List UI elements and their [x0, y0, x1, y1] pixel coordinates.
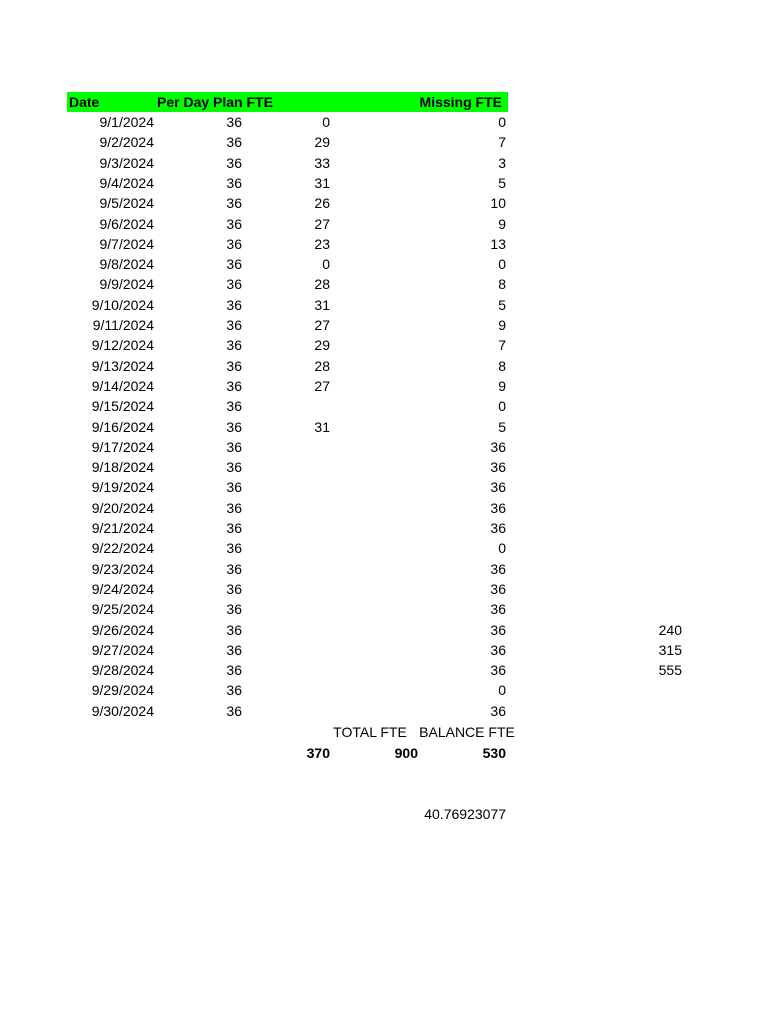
cell-plan-fte[interactable]: 36	[226, 337, 242, 354]
cell-actual-fte[interactable]	[270, 680, 330, 700]
cell-date[interactable]: 9/3/2024	[99, 154, 154, 171]
cell-actual-fte[interactable]: 28	[314, 357, 330, 374]
cell-plan-fte[interactable]: 36	[226, 682, 242, 699]
cell-date[interactable]: 9/27/2024	[91, 641, 154, 658]
cell-date[interactable]: 9/6/2024	[99, 215, 154, 232]
cell-missing-fte[interactable]: 5	[498, 296, 506, 313]
cell-date[interactable]: 9/24/2024	[91, 580, 154, 597]
cell-plan-fte[interactable]: 36	[226, 195, 242, 212]
cell-date[interactable]: 9/10/2024	[91, 296, 154, 313]
cell-missing-fte[interactable]: 36	[490, 438, 506, 455]
cell-missing-fte[interactable]: 5	[498, 418, 506, 435]
cell-plan-fte[interactable]: 36	[226, 702, 242, 719]
cell-missing-fte[interactable]: 0	[498, 114, 506, 130]
cell-actual-fte[interactable]: 23	[314, 235, 330, 252]
cell-missing-fte[interactable]: 36	[490, 459, 506, 476]
cell-date[interactable]: 9/30/2024	[91, 702, 154, 719]
cell-plan-fte[interactable]: 36	[226, 114, 242, 130]
actual-sum-value[interactable]: 370	[306, 745, 330, 761]
cell-actual-fte[interactable]: 31	[314, 296, 330, 313]
cell-missing-fte[interactable]: 0	[498, 256, 506, 273]
cell-date[interactable]: 9/11/2024	[92, 317, 154, 333]
cell-missing-fte[interactable]: 36	[490, 560, 506, 577]
cell-actual-fte[interactable]: 27	[314, 377, 330, 394]
cell-plan-fte[interactable]: 36	[226, 621, 242, 638]
cell-date[interactable]: 9/25/2024	[91, 601, 154, 618]
header-date[interactable]: Date	[69, 94, 100, 110]
cell-plan-fte[interactable]: 36	[226, 296, 242, 313]
total-fte-label[interactable]: TOTAL FTE	[333, 724, 407, 740]
cell-date[interactable]: 9/19/2024	[91, 479, 154, 496]
cell-actual-fte[interactable]: 26	[314, 195, 330, 212]
cell-missing-fte[interactable]: 0	[498, 540, 506, 557]
cell-actual-fte[interactable]	[270, 579, 330, 599]
cell-actual-fte[interactable]	[270, 599, 330, 619]
cell-actual-fte[interactable]	[270, 437, 330, 457]
cell-actual-fte[interactable]	[270, 538, 330, 558]
cell-actual-fte[interactable]	[270, 701, 330, 721]
cell-missing-fte[interactable]: 36	[490, 662, 506, 679]
cell-plan-fte[interactable]: 36	[226, 438, 242, 455]
cell-date[interactable]: 9/15/2024	[91, 398, 154, 415]
cell-actual-fte[interactable]: 27	[314, 215, 330, 232]
cell-plan-fte[interactable]: 36	[226, 459, 242, 476]
cell-actual-fte[interactable]: 29	[314, 337, 330, 354]
cell-missing-fte[interactable]: 7	[498, 134, 506, 151]
header-actual[interactable]	[270, 92, 330, 112]
cell-plan-fte[interactable]: 36	[226, 601, 242, 618]
cell-plan-fte[interactable]: 36	[226, 520, 242, 536]
cell-plan-fte[interactable]: 36	[226, 134, 242, 151]
cell-actual-fte[interactable]: 27	[314, 317, 330, 333]
cell-date[interactable]: 9/21/2024	[91, 520, 154, 536]
cell-date[interactable]: 9/17/2024	[91, 438, 154, 455]
cell-date[interactable]: 9/5/2024	[99, 195, 154, 212]
cell-date[interactable]: 9/4/2024	[99, 174, 154, 191]
cell-actual-fte[interactable]	[270, 518, 330, 538]
total-fte-value[interactable]: 900	[394, 745, 418, 761]
cell-missing-fte[interactable]: 9	[498, 317, 506, 333]
cell-plan-fte[interactable]: 36	[226, 235, 242, 252]
cell-plan-fte[interactable]: 36	[226, 418, 242, 435]
cell-missing-fte[interactable]: 13	[490, 235, 506, 252]
cell-extra[interactable]: 240	[658, 621, 682, 638]
cell-plan-fte[interactable]: 36	[226, 276, 242, 293]
cell-missing-fte[interactable]: 36	[490, 702, 506, 719]
cell-actual-fte[interactable]: 33	[314, 154, 330, 171]
cell-missing-fte[interactable]: 36	[490, 580, 506, 597]
cell-missing-fte[interactable]: 36	[490, 520, 506, 536]
cell-actual-fte[interactable]	[270, 660, 330, 680]
cell-date[interactable]: 9/18/2024	[91, 459, 154, 476]
cell-actual-fte[interactable]	[270, 477, 330, 497]
cell-date[interactable]: 9/22/2024	[91, 540, 154, 557]
cell-plan-fte[interactable]: 36	[226, 641, 242, 658]
cell-plan-fte[interactable]: 36	[226, 580, 242, 597]
cell-missing-fte[interactable]: 36	[490, 601, 506, 618]
cell-date[interactable]: 9/9/2024	[99, 276, 154, 293]
cell-actual-fte[interactable]: 0	[322, 114, 330, 130]
cell-missing-fte[interactable]: 5	[498, 174, 506, 191]
header-per-day-plan-fte[interactable]: Per Day Plan FTE	[157, 94, 273, 110]
cell-plan-fte[interactable]: 36	[226, 174, 242, 191]
cell-date[interactable]: 9/14/2024	[91, 377, 154, 394]
cell-plan-fte[interactable]: 36	[226, 662, 242, 679]
cell-actual-fte[interactable]: 29	[314, 134, 330, 151]
cell-plan-fte[interactable]: 36	[226, 499, 242, 516]
ratio-value[interactable]: 40.76923077	[424, 806, 506, 822]
cell-date[interactable]: 9/13/2024	[91, 357, 154, 374]
balance-fte-value[interactable]: 530	[482, 745, 506, 761]
cell-actual-fte[interactable]: 0	[322, 256, 330, 273]
cell-missing-fte[interactable]: 36	[490, 499, 506, 516]
cell-actual-fte[interactable]: 31	[314, 174, 330, 191]
cell-actual-fte[interactable]	[270, 396, 330, 416]
cell-plan-fte[interactable]: 36	[226, 479, 242, 496]
cell-date[interactable]: 9/1/2024	[99, 114, 154, 130]
cell-missing-fte[interactable]: 36	[490, 621, 506, 638]
cell-date[interactable]: 9/28/2024	[91, 662, 154, 679]
cell-date[interactable]: 9/12/2024	[91, 337, 154, 354]
cell-missing-fte[interactable]: 10	[490, 195, 506, 212]
cell-date[interactable]: 9/16/2024	[91, 418, 154, 435]
balance-fte-label[interactable]: BALANCE FTE	[419, 724, 515, 740]
cell-missing-fte[interactable]: 8	[498, 276, 506, 293]
cell-plan-fte[interactable]: 36	[226, 560, 242, 577]
cell-date[interactable]: 9/8/2024	[99, 256, 154, 273]
cell-plan-fte[interactable]: 36	[226, 377, 242, 394]
cell-plan-fte[interactable]: 36	[226, 540, 242, 557]
cell-extra[interactable]: 555	[658, 662, 682, 679]
cell-actual-fte[interactable]	[270, 640, 330, 660]
cell-actual-fte[interactable]: 28	[314, 276, 330, 293]
cell-date[interactable]: 9/23/2024	[91, 560, 154, 577]
cell-plan-fte[interactable]: 36	[226, 317, 242, 333]
cell-plan-fte[interactable]: 36	[226, 357, 242, 374]
cell-missing-fte[interactable]: 36	[490, 479, 506, 496]
cell-missing-fte[interactable]: 9	[498, 377, 506, 394]
cell-actual-fte[interactable]	[270, 559, 330, 579]
cell-missing-fte[interactable]: 0	[498, 398, 506, 415]
cell-plan-fte[interactable]: 36	[226, 398, 242, 415]
cell-missing-fte[interactable]: 3	[498, 154, 506, 171]
cell-plan-fte[interactable]: 36	[226, 154, 242, 171]
cell-date[interactable]: 9/2/2024	[99, 134, 154, 151]
cell-date[interactable]: 9/29/2024	[91, 682, 154, 699]
cell-actual-fte[interactable]	[270, 498, 330, 518]
cell-missing-fte[interactable]: 36	[490, 641, 506, 658]
cell-actual-fte[interactable]	[270, 457, 330, 477]
cell-extra[interactable]: 315	[658, 641, 682, 658]
cell-actual-fte[interactable]	[270, 620, 330, 640]
header-missing-fte[interactable]: Missing FTE	[419, 94, 502, 110]
cell-missing-fte[interactable]: 8	[498, 357, 506, 374]
cell-date[interactable]: 9/26/2024	[91, 621, 154, 638]
cell-missing-fte[interactable]: 0	[498, 682, 506, 699]
cell-missing-fte[interactable]: 7	[498, 337, 506, 354]
cell-plan-fte[interactable]: 36	[226, 215, 242, 232]
cell-plan-fte[interactable]: 36	[226, 256, 242, 273]
cell-date[interactable]: 9/20/2024	[91, 499, 154, 516]
cell-date[interactable]: 9/7/2024	[99, 235, 154, 252]
cell-actual-fte[interactable]: 31	[314, 418, 330, 435]
cell-missing-fte[interactable]: 9	[498, 215, 506, 232]
